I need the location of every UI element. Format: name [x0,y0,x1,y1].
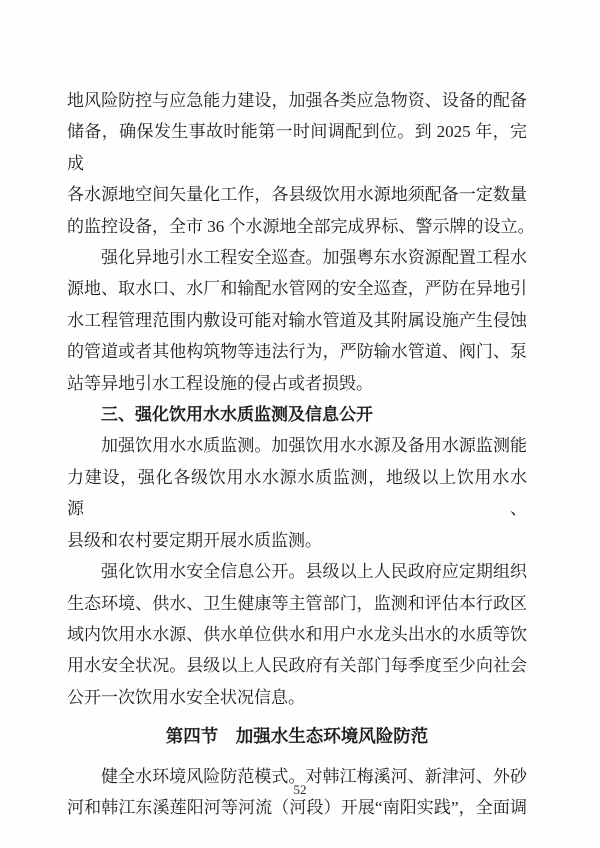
text-line: 加强饮用水水质监测。加强饮用水水源及备用水源监测能 [101,436,527,456]
text-line: 县级和农村要定期开展水质监测。 [67,530,322,550]
text-line: 力建设，强化各级饮用水水源水质监测，地级以上饮用水水源、 [67,467,527,519]
section-heading: 第四节 加强水生态环境风险防范 [165,726,429,747]
text-line: 公开一次饮用水安全状况信息。 [67,687,305,707]
text-line: 的管道或者其他构筑物等违法行为，严防输水管道、阀门、泵 [67,342,527,362]
text-line: 域内饮用水水源、供水单位供水和用户水龙头出水的水质等饮 [67,624,527,644]
text-line: 河和韩江东溪莲阳河等河流（河段）开展“南阳实践”，全面调 [67,797,527,817]
text-line: 用水安全状况。县级以上人民政府有关部门每季度至少向社会 [67,656,527,676]
text-line: 站等异地引水工程设施的侵占或者损毁。 [67,373,373,393]
text-line: 生态环境、供水、卫生健康等主管部门，监测和评估本行政区 [67,593,527,613]
text-line: 水工程管理范围内敷设可能对输水管道及其附属设施产生侵蚀 [67,310,527,330]
text-line: 强化饮用水安全信息公开。县级以上人民政府应定期组织 [101,562,527,582]
page-number: 52 [293,782,307,797]
text-line: 的监控设备，全市 36 个水源地全部完成界标、警示牌的设立。 [67,216,535,236]
text-line: 健全水环境风险防范模式。对韩江梅溪河、新津河、外砂 [101,766,527,786]
text-line: 源地、取水口、水厂和输配水管网的安全巡查，严防在异地引 [67,279,527,299]
text-line: 强化异地引水工程安全巡查。加强粤东水资源配置工程水 [101,248,527,268]
text-line: 各水源地空间矢量化工作，各县级饮用水源地须配备一定数量 [67,185,527,205]
text-line: 储备，确保发生事故时能第一时间调配到位。到 2025 年，完成 [67,122,527,173]
subsection-heading: 三、强化饮用水水质监测及信息公开 [101,405,373,425]
text-line: 地风险防控与应急能力建设，加强各类应急物资、设备的配备 [67,91,527,110]
document-body [67,85,535,823]
